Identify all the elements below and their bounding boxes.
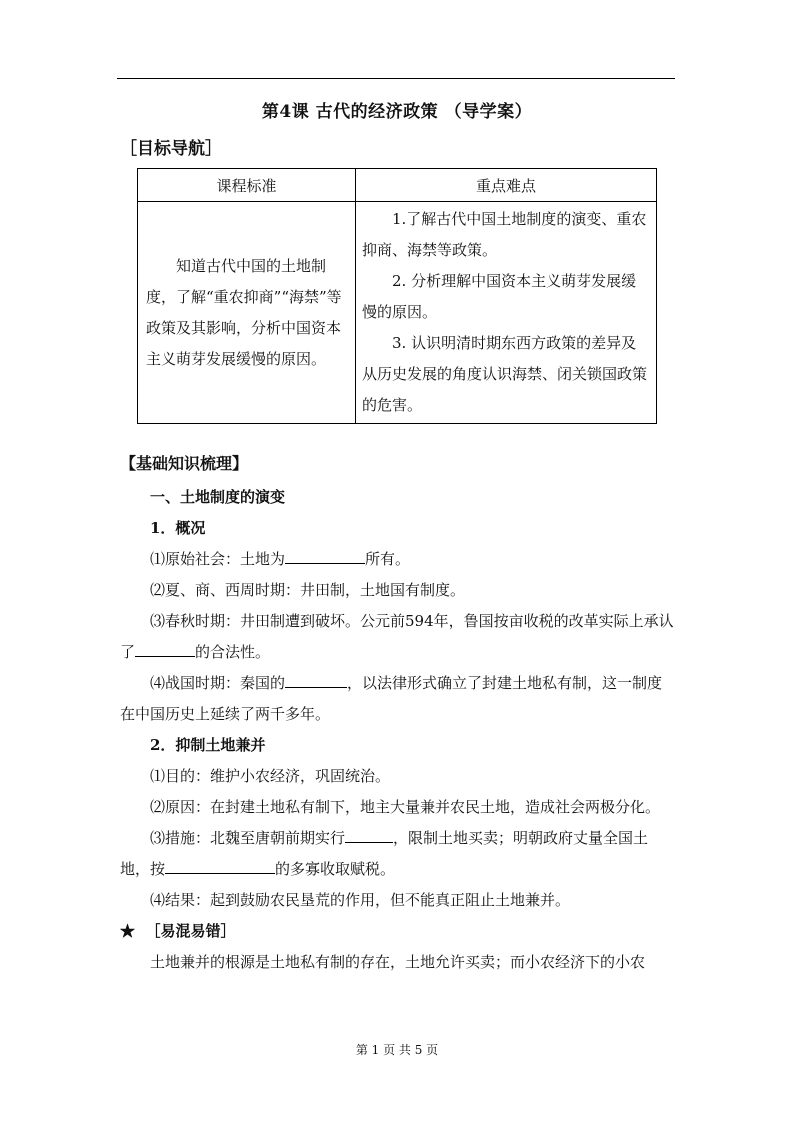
basics-label: 【基础知识梳理】 (120, 454, 249, 473)
list-item: ⑴原始社会：土地为 所有。 (120, 544, 676, 575)
goal-table-header-row (138, 169, 657, 202)
key-points-cell (356, 202, 657, 424)
fill-blank[interactable] (345, 825, 393, 843)
list-item: ⑵夏、商、西周时期：井田制，土地国有制度。 (150, 581, 466, 599)
list-item: ⑶措施：北魏至唐朝前期实行 ，限制土地买卖；明朝政府丈量全国土地，按 的多寡收取赋税。 (120, 823, 676, 885)
list-item: ⑶春秋时期：井田制遭到破坏。公元前594年，鲁国按亩收税的改革实际上承认了 的合法性。 (120, 612, 674, 661)
list-item: ⑴目的：维护小农经济，巩固统治。 (150, 767, 391, 785)
list-item: 土地兼并的根源是土地私有制的存在，土地允许买卖；而小农经济下的小农 (150, 953, 646, 971)
key-point-item: 2. 分析理解中国资本主义萌芽发展缓慢的原因。 (362, 272, 637, 321)
page-title: 第4课 古代的经济政策 （导学案） (261, 102, 533, 122)
confuse-heading: ★ ［易混易错］ (120, 922, 236, 940)
goal-table (137, 168, 657, 424)
basics-content (120, 482, 676, 978)
col-header-standard: 课程标准 (138, 169, 356, 202)
page-footer: 第 1 页 共 5 页 (355, 1043, 439, 1057)
fill-blank[interactable] (285, 670, 347, 688)
goal-nav-label: ［目标导航］ (120, 139, 222, 159)
key-point-item: 3. 认识明清时期东西方政策的差异及从历史发展的角度认识海禁、闭关锁国政策的危害。 (362, 334, 648, 414)
col-header-key-points: 重点难点 (356, 169, 657, 202)
list-item: ⑵原因：在封建土地私有制下，地主大量兼并农民土地，造成社会两极分化。 (150, 798, 661, 816)
list-item: ⑷结果：起到鼓励农民垦荒的作用，但不能真正阻止土地兼并。 (150, 891, 571, 909)
list-item: ⑷战国时期：秦国的 ，以法律形式确立了封建土地私有制，这一制度在中国历史上延续了两千多年。 (120, 668, 676, 730)
section-title: 一、土地制度的演变 (150, 488, 286, 506)
star-icon: ★ (120, 922, 136, 940)
course-standard-cell: 知道古代中国的土地制度，了解“重农抑商”“海禁”等政策及其影响，分析中国资本主义萌芽发展缓慢的原因。 (138, 202, 356, 424)
goal-table-row (138, 202, 657, 424)
subsection-title: 2．抑制土地兼并 (150, 736, 266, 754)
key-point-item: 1.了解古代中国土地制度的演变、重农抑商、海禁等政策。 (362, 210, 647, 259)
fill-blank[interactable] (165, 856, 275, 874)
header-rule (117, 78, 675, 79)
fill-blank[interactable] (285, 546, 365, 564)
fill-blank[interactable] (135, 639, 195, 657)
subsection-title: 1．概况 (150, 519, 206, 537)
